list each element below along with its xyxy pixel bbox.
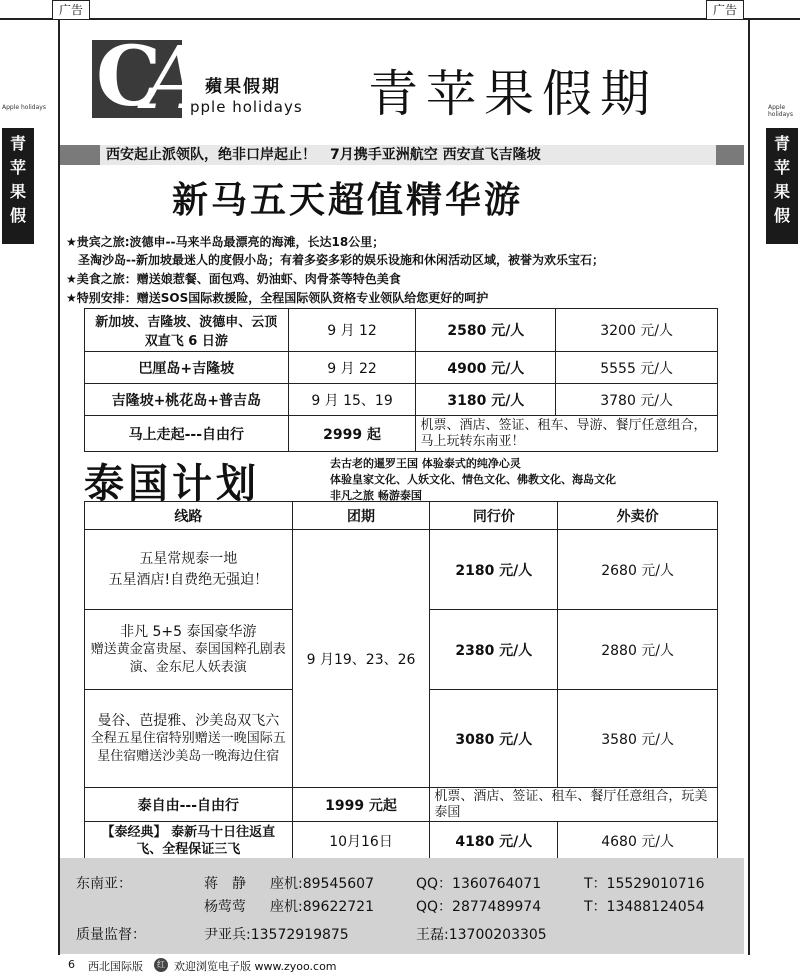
date-cell: 1999 元起 — [292, 788, 430, 822]
route-title: 曼谷、芭提雅、沙美岛双飞六 — [97, 712, 280, 729]
route-cell: 马上走起---自由行 — [85, 416, 289, 452]
side-logo-right: Apple holidays — [768, 104, 793, 118]
contact-qq: QQ：1360764071 — [416, 876, 542, 892]
promo-banner-text: 西安起止派领队，绝非口岸起止！ 7月携手亚洲航空 西安直飞吉隆坡 — [100, 145, 716, 165]
sea-tour-table — [84, 308, 718, 452]
header-trade-price: 同行价 — [430, 502, 558, 530]
supervisor-contact: 王磊:13700203305 — [416, 927, 547, 943]
table-row — [85, 822, 718, 860]
retail-price-cell: 3780 元/人 — [556, 384, 718, 416]
table-row — [85, 530, 718, 610]
note-cell: 机票、酒店、签证、租车、导游、餐厅任意组合，马上玩转东南亚！ — [416, 416, 718, 452]
retail-price-cell: 2880 元/人 — [558, 610, 718, 690]
trade-price-cell: 3180 元/人 — [416, 384, 556, 416]
route-cell — [85, 530, 293, 610]
date-cell: 9 月 22 — [288, 352, 416, 384]
header-retail-price: 外卖价 — [558, 502, 718, 530]
date-cell: 10月16日 — [292, 822, 430, 860]
logo-letter-a: A — [144, 29, 207, 129]
logo-english-name: pple holidays — [190, 98, 303, 116]
highlight-line: ★特别安排：赠送SOS国际救援险，全程国际领队资格专业领队给您更好的呵护 — [66, 291, 489, 305]
route-cell: 【泰经典】 泰新马十日往返直飞、全程保证三飞 — [85, 822, 293, 860]
red-badge-icon: 红 — [154, 958, 168, 972]
ad-label-right: 广告 — [706, 0, 744, 20]
page-number: 6 — [68, 958, 75, 971]
main-headline: 新马五天超值精华游 — [172, 180, 524, 221]
route-cell: 新加坡、吉隆坡、波德申、云顶双直飞 6 日游 — [85, 309, 289, 352]
route-title: 五星常规泰一地 — [139, 550, 238, 567]
contact-mobile: T：15529010716 — [584, 876, 705, 892]
highlight-line: ★贵宾之旅:波德申--马来半岛最漂亮的海滩，长达18公里； — [66, 235, 385, 249]
table-row — [85, 384, 718, 416]
route-title: 非凡 5+5 泰国豪华游 — [120, 623, 257, 640]
trade-price-cell: 2180 元/人 — [430, 530, 558, 610]
logo-chinese-name: 蘋果假期 — [205, 77, 281, 97]
supervision-label: 质量监督： — [76, 927, 146, 943]
route-cell: 泰自由---自由行 — [85, 788, 293, 822]
brand-title: 青苹果假期 — [368, 65, 658, 123]
logo-letter-c: C — [96, 29, 162, 125]
table-row — [85, 788, 718, 822]
thailand-tagline: 去古老的暹罗王国 体验泰式的纯净心灵 — [330, 457, 521, 470]
contact-qq: QQ：2877489974 — [416, 899, 542, 915]
retail-price-cell: 4680 元/人 — [558, 822, 718, 860]
date-cell: 9 月 12 — [288, 309, 416, 352]
promo-banner — [60, 145, 744, 165]
contact-phone: 座机:89545607 — [270, 876, 374, 892]
shared-date-cell: 9 月19、23、26 — [292, 530, 430, 788]
route-cell: 吉隆坡+桃花岛+普吉岛 — [85, 384, 289, 416]
table-header-row — [85, 502, 718, 530]
contact-name: 蒋 静 — [204, 876, 246, 892]
retail-price-cell: 3580 元/人 — [558, 690, 718, 788]
note-cell: 机票、酒店、签证、租车、餐厅任意组合，玩美泰国 — [430, 788, 718, 822]
route-cell — [85, 610, 293, 690]
trade-price-cell: 4180 元/人 — [430, 822, 558, 860]
ad-label-left: 广告 — [52, 0, 90, 20]
highlight-line: ★美食之旅：赠送娘惹餐、面包鸡、奶油虾、肉骨茶等特色美食 — [66, 272, 401, 286]
route-cell: 巴厘岛+吉隆坡 — [85, 352, 289, 384]
trade-price-cell: 4900 元/人 — [416, 352, 556, 384]
retail-price-cell: 5555 元/人 — [556, 352, 718, 384]
thailand-tagline: 非凡之旅 畅游泰国 — [330, 489, 422, 502]
trade-price-cell: 2380 元/人 — [430, 610, 558, 690]
website-link[interactable]: 欢迎浏览电子版 www.zyoo.com — [174, 960, 337, 973]
retail-price-cell: 3200 元/人 — [556, 309, 718, 352]
thailand-tagline: 体验皇家文化、人妖文化、情色文化、佛教文化、海岛文化 — [330, 473, 616, 486]
header-route: 线路 — [85, 502, 293, 530]
side-logo-left: Apple holidays — [2, 104, 46, 111]
retail-price-cell: 2680 元/人 — [558, 530, 718, 610]
highlight-line: 圣淘沙岛--新加坡最迷人的度假小岛；有着多姿多彩的娱乐设施和休闲活动区域，被誉为欢乐宝石； — [66, 253, 604, 267]
contact-mobile: T：13488124054 — [584, 899, 705, 915]
contact-name: 杨莺莺 — [204, 899, 246, 915]
date-cell: 9 月 15、19 — [288, 384, 416, 416]
route-cell — [85, 690, 293, 788]
section-name: 西北国际版 — [88, 960, 143, 973]
contact-phone: 座机:89622721 — [270, 899, 374, 915]
route-subtitle: 全程五星住宿特别赠送一晚国际五星住宿赠送沙美岛一晚海边住宿 — [90, 730, 286, 764]
supervisor-contact: 尹亚兵:13572919875 — [204, 927, 349, 943]
table-row — [85, 352, 718, 384]
header-date: 团期 — [292, 502, 430, 530]
route-subtitle: 五星酒店!自费绝无强迫！ — [108, 571, 269, 588]
table-row — [85, 416, 718, 452]
side-tab-left: 青 苹 果 假 — [2, 128, 34, 244]
thailand-tour-table — [84, 501, 718, 860]
thailand-title: 泰国计划 — [84, 461, 260, 507]
region-label: 东南亚： — [76, 876, 132, 892]
table-row — [85, 309, 718, 352]
route-subtitle: 赠送黄金富贵屋、泰国国粹孔剧表演、金东尼人妖表演 — [90, 641, 286, 675]
date-cell: 2999 起 — [288, 416, 416, 452]
trade-price-cell: 2580 元/人 — [416, 309, 556, 352]
trade-price-cell: 3080 元/人 — [430, 690, 558, 788]
side-tab-right: 青 苹 果 假 — [766, 128, 798, 244]
